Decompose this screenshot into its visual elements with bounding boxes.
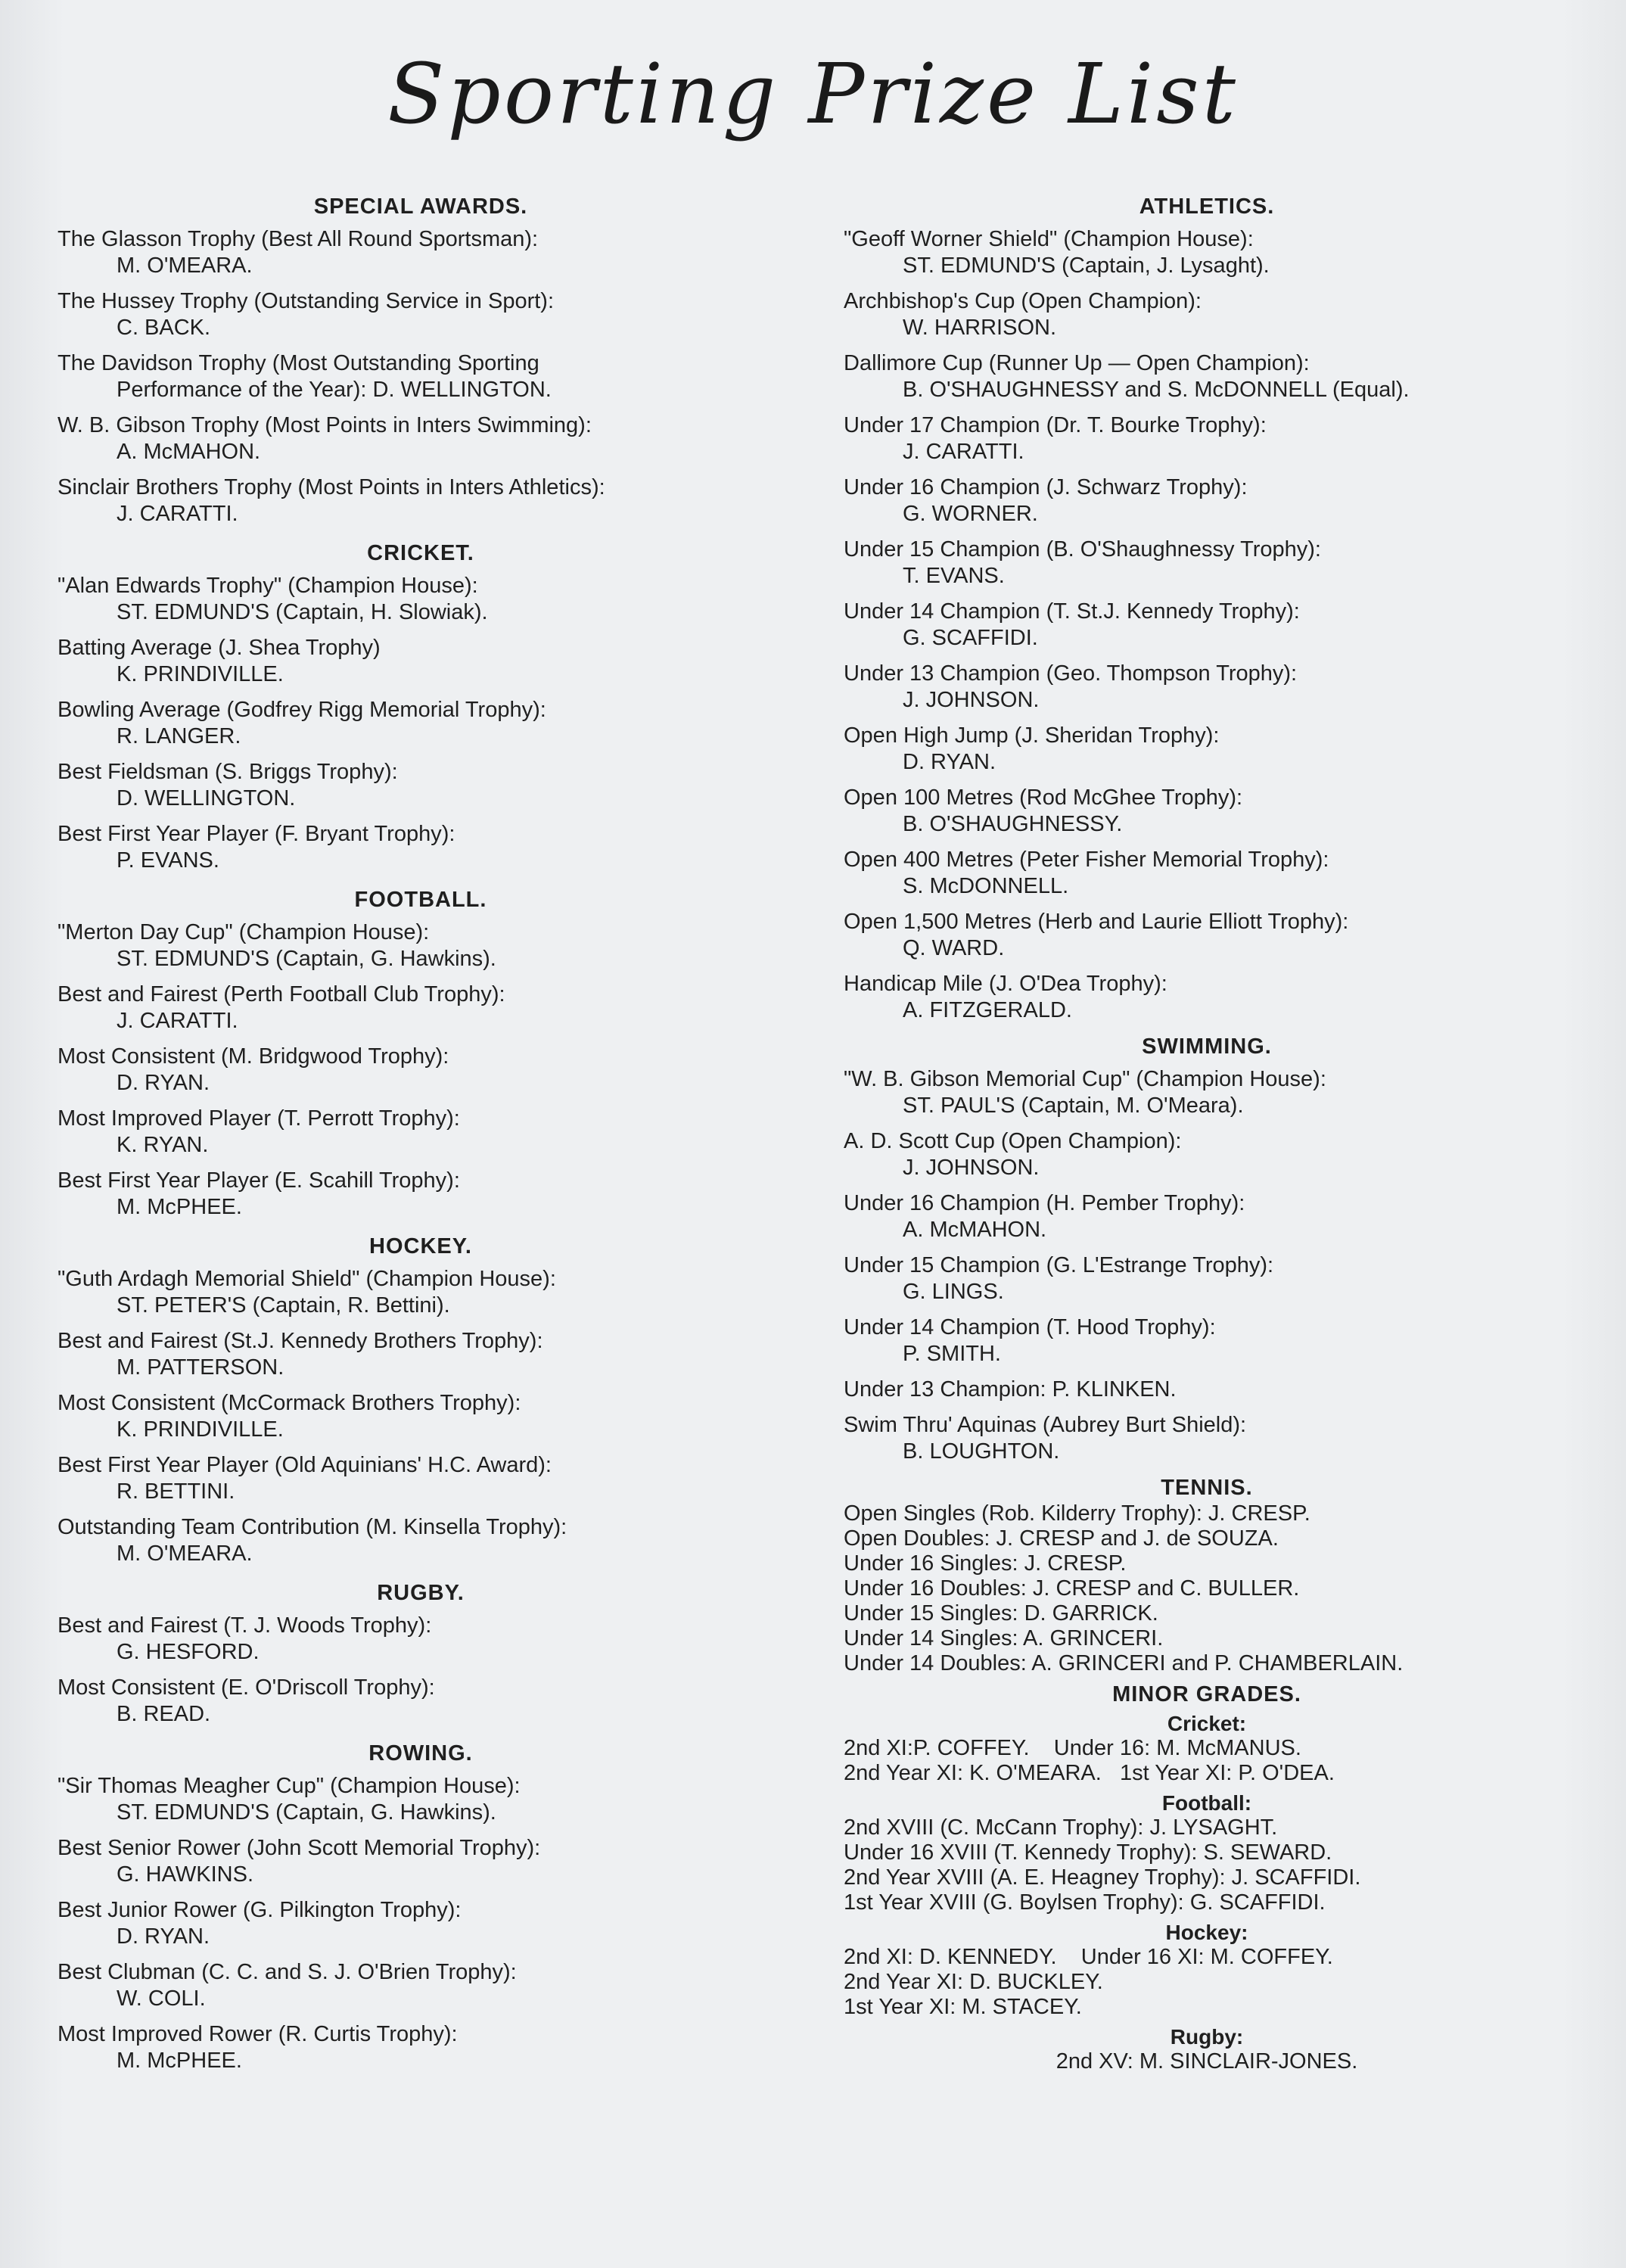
prize-title: "Alan Edwards Trophy" (Champion House): bbox=[58, 574, 478, 598]
prize-title: Best Junior Rower (G. Pilkington Trophy): bbox=[58, 1898, 462, 1922]
prize-title: Open 400 Metres (Peter Fisher Memorial Trophy): bbox=[844, 848, 1329, 872]
prize-winner: W. COLI. bbox=[117, 1986, 206, 2011]
prize-entry bbox=[844, 785, 1570, 838]
result-line: Under 16 Singles: J. CRESP. bbox=[844, 1551, 1127, 1576]
prize-entry bbox=[58, 1773, 784, 1826]
prize-entry bbox=[58, 759, 784, 812]
prize-title: The Hussey Trophy (Outstanding Service in Sport): bbox=[58, 289, 555, 313]
prize-title: Handicap Mile (J. O'Dea Trophy): bbox=[844, 972, 1167, 996]
prize-winner: ST. EDMUND'S (Captain, H. Slowiak). bbox=[117, 600, 488, 624]
prize-title: Best Clubman (C. C. and S. J. O'Brien Trophy): bbox=[58, 1960, 517, 1984]
prize-winner: B. LOUGHTON. bbox=[903, 1439, 1060, 1464]
prize-winner: K. PRINDIVILLE. bbox=[117, 1417, 284, 1442]
prize-winner: R. BETTINI. bbox=[117, 1479, 235, 1504]
section-heading: SPECIAL AWARDS. bbox=[313, 194, 528, 219]
prize-title: Under 16 Champion (H. Pember Trophy): bbox=[844, 1191, 1245, 1215]
prize-entry bbox=[844, 661, 1570, 714]
prize-winner: P. EVANS. bbox=[117, 848, 219, 873]
prize-winner: P. SMITH. bbox=[903, 1342, 1001, 1366]
prize-title: Best and Fairest (T. J. Woods Trophy): bbox=[58, 1613, 432, 1638]
prize-title: Most Improved Rower (R. Curtis Trophy): bbox=[58, 2022, 458, 2046]
prize-title: Open 1,500 Metres (Herb and Laurie Elliott Trophy): bbox=[844, 910, 1349, 934]
prize-entry bbox=[844, 1066, 1570, 1119]
prize-title: A. D. Scott Cup (Open Champion): bbox=[844, 1129, 1182, 1153]
prize-entry bbox=[58, 1675, 784, 1728]
prize-winner: C. BACK. bbox=[117, 316, 211, 340]
prize-winner: B. O'SHAUGHNESSY and S. McDONNELL (Equal). bbox=[903, 378, 1410, 402]
prize-title: Under 14 Champion (T. St.J. Kennedy Trophy): bbox=[844, 599, 1300, 624]
result-line: Under 15 Singles: D. GARRICK. bbox=[844, 1601, 1158, 1626]
prize-winner: J. JOHNSON. bbox=[903, 688, 1040, 712]
section-heading: RUGBY. bbox=[377, 1581, 465, 1605]
prize-winner: D. RYAN. bbox=[117, 1071, 210, 1095]
prize-title: Swim Thru' Aquinas (Aubrey Burt Shield): bbox=[844, 1413, 1247, 1437]
prize-entry bbox=[58, 1897, 784, 1950]
prize-title: "Geoff Worner Shield" (Champion House): bbox=[844, 227, 1254, 251]
result-line: 2nd XI: D. KENNEDY. Under 16 XI: M. COFFEY. bbox=[844, 1945, 1333, 1969]
prize-entry bbox=[844, 1252, 1570, 1305]
right-column bbox=[844, 193, 1570, 2074]
prize-winner: ST. EDMUND'S (Captain, G. Hawkins). bbox=[117, 1800, 496, 1825]
prize-winner: K. PRINDIVILLE. bbox=[117, 662, 284, 686]
prize-entry bbox=[58, 1613, 784, 1666]
prize-entry bbox=[58, 697, 784, 750]
prize-title: Best and Fairest (St.J. Kennedy Brothers Trophy): bbox=[58, 1329, 543, 1353]
prize-title: Under 13 Champion (Geo. Thompson Trophy): bbox=[844, 661, 1298, 686]
prize-winner: A. McMAHON. bbox=[117, 440, 261, 464]
section-heading: CRICKET. bbox=[367, 541, 474, 565]
prize-entry bbox=[844, 226, 1570, 279]
prize-entry bbox=[58, 1835, 784, 1888]
prize-entry bbox=[58, 1959, 784, 2012]
prize-entry bbox=[844, 1128, 1570, 1181]
prize-title: Best First Year Player (F. Bryant Trophy): bbox=[58, 822, 455, 846]
prize-winner: B. READ. bbox=[117, 1702, 211, 1726]
prize-winner: D. RYAN. bbox=[903, 750, 996, 774]
prize-winner: J. CARATTI. bbox=[903, 440, 1024, 464]
prize-winner: D. RYAN. bbox=[117, 1924, 210, 1949]
prize-winner: B. O'SHAUGHNESSY. bbox=[903, 812, 1123, 836]
prize-entry bbox=[844, 847, 1570, 900]
prize-winner: M. PATTERSON. bbox=[117, 1355, 284, 1380]
left-column bbox=[58, 193, 784, 2083]
minor-grade-heading: Hockey: bbox=[1165, 1921, 1248, 1944]
prize-title: Under 14 Champion (T. Hood Trophy): bbox=[844, 1315, 1216, 1339]
prize-winner: A. FITZGERALD. bbox=[903, 998, 1072, 1022]
swimming-section bbox=[844, 1033, 1570, 1465]
prize-title: "Guth Ardagh Memorial Shield" (Champion House): bbox=[58, 1267, 556, 1291]
prize-title: Under 15 Champion (G. L'Estrange Trophy): bbox=[844, 1253, 1274, 1277]
prize-winner: M. McPHEE. bbox=[117, 1195, 242, 1219]
prize-title: Most Consistent (E. O'Driscoll Trophy): bbox=[58, 1675, 435, 1700]
prize-winner: G. HAWKINS. bbox=[117, 1862, 253, 1887]
prize-entry bbox=[58, 1328, 784, 1381]
prize-winner: G. LINGS. bbox=[903, 1280, 1004, 1304]
result-line: 1st Year XVIII (G. Boylsen Trophy): G. SCAFFIDI. bbox=[844, 1890, 1326, 1915]
prize-winner: Performance of the Year): D. WELLINGTON. bbox=[117, 378, 552, 402]
section-heading: FOOTBALL. bbox=[354, 888, 487, 912]
prize-winner: S. McDONNELL. bbox=[903, 874, 1069, 898]
prize-entry bbox=[844, 350, 1570, 403]
prize-title: Sinclair Brothers Trophy (Most Points in Inters Athletics): bbox=[58, 475, 605, 499]
prize-entry bbox=[844, 1377, 1570, 1403]
result-line: 2nd XVIII (C. McCann Trophy): J. LYSAGHT. bbox=[844, 1815, 1278, 1840]
prize-title: W. B. Gibson Trophy (Most Points in Inters Swimming): bbox=[58, 413, 592, 437]
prize-winner: J. JOHNSON. bbox=[903, 1156, 1040, 1180]
prize-entry bbox=[844, 412, 1570, 465]
prize-title: Most Consistent (McCormack Brothers Trophy): bbox=[58, 1391, 521, 1415]
prize-title: "Merton Day Cup" (Champion House): bbox=[58, 920, 430, 944]
prize-title: Under 17 Champion (Dr. T. Bourke Trophy): bbox=[844, 413, 1267, 437]
section-heading: SWIMMING. bbox=[1142, 1034, 1272, 1059]
prize-entry bbox=[844, 1190, 1570, 1243]
prize-winner: ST. EDMUND'S (Captain, G. Hawkins). bbox=[117, 947, 496, 971]
prize-title: "Sir Thomas Meagher Cup" (Champion House): bbox=[58, 1774, 521, 1798]
athletics-section bbox=[844, 193, 1570, 1024]
prize-entry bbox=[58, 635, 784, 688]
prize-title: Best Fieldsman (S. Briggs Trophy): bbox=[58, 760, 398, 784]
prize-title: Most Consistent (M. Bridgwood Trophy): bbox=[58, 1044, 449, 1069]
prize-entry bbox=[58, 573, 784, 626]
minor-grade-heading: Football: bbox=[1161, 1791, 1252, 1815]
result-line: Open Doubles: J. CRESP and J. de SOUZA. bbox=[844, 1526, 1279, 1551]
result-line: 1st Year XI: M. STACEY. bbox=[844, 1995, 1082, 2019]
tennis-section bbox=[844, 1474, 1570, 1676]
prize-entry bbox=[58, 1266, 784, 1319]
result-line: 2nd Year XI: D. BUCKLEY. bbox=[844, 1970, 1103, 1994]
prize-winner: ST. PETER'S (Captain, R. Bettini). bbox=[117, 1293, 450, 1318]
prize-entry bbox=[844, 971, 1570, 1024]
prize-winner: W. HARRISON. bbox=[903, 316, 1057, 340]
section-heading: ROWING. bbox=[368, 1741, 473, 1766]
prize-winner: G. SCAFFIDI. bbox=[903, 626, 1038, 650]
prize-winner: K. RYAN. bbox=[117, 1133, 209, 1157]
prize-entry bbox=[58, 2021, 784, 2074]
prize-winner: ST. PAUL'S (Captain, M. O'Meara). bbox=[903, 1094, 1244, 1118]
prize-title: Open High Jump (J. Sheridan Trophy): bbox=[844, 723, 1220, 748]
result-line: 2nd XV: M. SINCLAIR-JONES. bbox=[1056, 2049, 1358, 2074]
result-line: Under 14 Singles: A. GRINCERI. bbox=[844, 1626, 1164, 1650]
prize-entry bbox=[58, 982, 784, 1034]
prize-entry bbox=[844, 599, 1570, 652]
section-heading: MINOR GRADES. bbox=[1112, 1682, 1301, 1706]
prize-entry bbox=[58, 1452, 784, 1505]
prize-winner: A. McMAHON. bbox=[903, 1218, 1047, 1242]
prize-entry bbox=[844, 723, 1570, 776]
prize-winner: M. O'MEARA. bbox=[117, 1542, 253, 1566]
prize-winner: M. McPHEE. bbox=[117, 2049, 242, 2073]
result-line: Open Singles (Rob. Kilderry Trophy): J. CRESP. bbox=[844, 1501, 1310, 1526]
prize-winner: Q. WARD. bbox=[903, 936, 1005, 960]
page-title: Sporting Prize List bbox=[387, 45, 1239, 142]
prize-entry bbox=[58, 821, 784, 874]
section-heading: TENNIS. bbox=[1161, 1476, 1253, 1500]
result-line: Under 16 Doubles: J. CRESP and C. BULLER. bbox=[844, 1576, 1300, 1601]
prize-title: Archbishop's Cup (Open Champion): bbox=[844, 289, 1202, 313]
prize-entry bbox=[58, 919, 784, 972]
section-heading: HOCKEY. bbox=[369, 1234, 472, 1258]
prize-entry bbox=[58, 1514, 784, 1567]
prize-title: Under 16 Champion (J. Schwarz Trophy): bbox=[844, 475, 1248, 499]
minor-grade-heading: Cricket: bbox=[1167, 1712, 1247, 1735]
prize-winner: J. CARATTI. bbox=[117, 502, 238, 526]
prize-winner: D. WELLINGTON. bbox=[117, 786, 296, 810]
prize-entry bbox=[58, 1168, 784, 1221]
prize-title: Most Improved Player (T. Perrott Trophy): bbox=[58, 1106, 460, 1131]
result-line: Under 16 XVIII (T. Kennedy Trophy): S. SEWARD. bbox=[844, 1840, 1332, 1865]
prize-title: Best and Fairest (Perth Football Club Trophy): bbox=[58, 982, 505, 1006]
prize-title: Best First Year Player (E. Scahill Trophy): bbox=[58, 1168, 460, 1193]
prize-entry bbox=[844, 1412, 1570, 1465]
prize-entry bbox=[58, 288, 784, 341]
prize-entry bbox=[58, 350, 784, 403]
result-line: 2nd Year XVIII (A. E. Heagney Trophy): J. SCAFFIDI. bbox=[844, 1865, 1361, 1890]
prize-title: Under 15 Champion (B. O'Shaughnessy Trophy): bbox=[844, 537, 1321, 562]
prize-title: Under 13 Champion: P. KLINKEN. bbox=[844, 1377, 1177, 1402]
prize-title: Open 100 Metres (Rod McGhee Trophy): bbox=[844, 786, 1243, 810]
result-line: 2nd XI:P. COFFEY. Under 16: M. McMANUS. bbox=[844, 1736, 1301, 1760]
prize-winner: G. HESFORD. bbox=[117, 1640, 260, 1664]
prize-title: Best First Year Player (Old Aquinians' H.C. Award): bbox=[58, 1453, 552, 1477]
prize-title: "W. B. Gibson Memorial Cup" (Champion House): bbox=[844, 1067, 1326, 1091]
prize-title: Best Senior Rower (John Scott Memorial Trophy): bbox=[58, 1836, 541, 1860]
prize-entry bbox=[58, 412, 784, 465]
section-heading: ATHLETICS. bbox=[1139, 194, 1275, 219]
minor-grades-section bbox=[844, 1681, 1570, 2074]
prize-title: Bowling Average (Godfrey Rigg Memorial Trophy): bbox=[58, 698, 546, 722]
prize-entry bbox=[844, 1314, 1570, 1367]
prize-title: Batting Average (J. Shea Trophy) bbox=[58, 636, 381, 660]
prize-entry bbox=[58, 1044, 784, 1097]
result-line: Under 14 Doubles: A. GRINCERI and P. CHAMBERLAIN. bbox=[844, 1651, 1404, 1675]
prize-entry bbox=[58, 1390, 784, 1443]
result-line: 2nd Year XI: K. O'MEARA. 1st Year XI: P. O'DEA. bbox=[844, 1761, 1335, 1785]
prize-title: Outstanding Team Contribution (M. Kinsella Trophy): bbox=[58, 1515, 567, 1539]
prize-entry bbox=[844, 288, 1570, 341]
prize-winner: T. EVANS. bbox=[903, 564, 1005, 588]
prize-title: The Davidson Trophy (Most Outstanding Sporting bbox=[58, 351, 539, 375]
prize-winner: M. O'MEARA. bbox=[117, 254, 253, 278]
prize-winner: ST. EDMUND'S (Captain, J. Lysaght). bbox=[903, 254, 1270, 278]
prize-entry bbox=[58, 1106, 784, 1159]
prize-entry bbox=[844, 474, 1570, 527]
minor-grade-heading: Rugby: bbox=[1170, 2025, 1244, 2049]
prize-entry bbox=[844, 537, 1570, 590]
prize-entry bbox=[844, 909, 1570, 962]
prize-title: The Glasson Trophy (Best All Round Sportsman): bbox=[58, 227, 539, 251]
prize-entry bbox=[58, 474, 784, 527]
prize-title: Dallimore Cup (Runner Up — Open Champion): bbox=[844, 351, 1310, 375]
prize-winner: J. CARATTI. bbox=[117, 1009, 238, 1033]
prize-winner: G. WORNER. bbox=[903, 502, 1038, 526]
prize-winner: R. LANGER. bbox=[117, 724, 241, 748]
prize-entry bbox=[58, 226, 784, 279]
